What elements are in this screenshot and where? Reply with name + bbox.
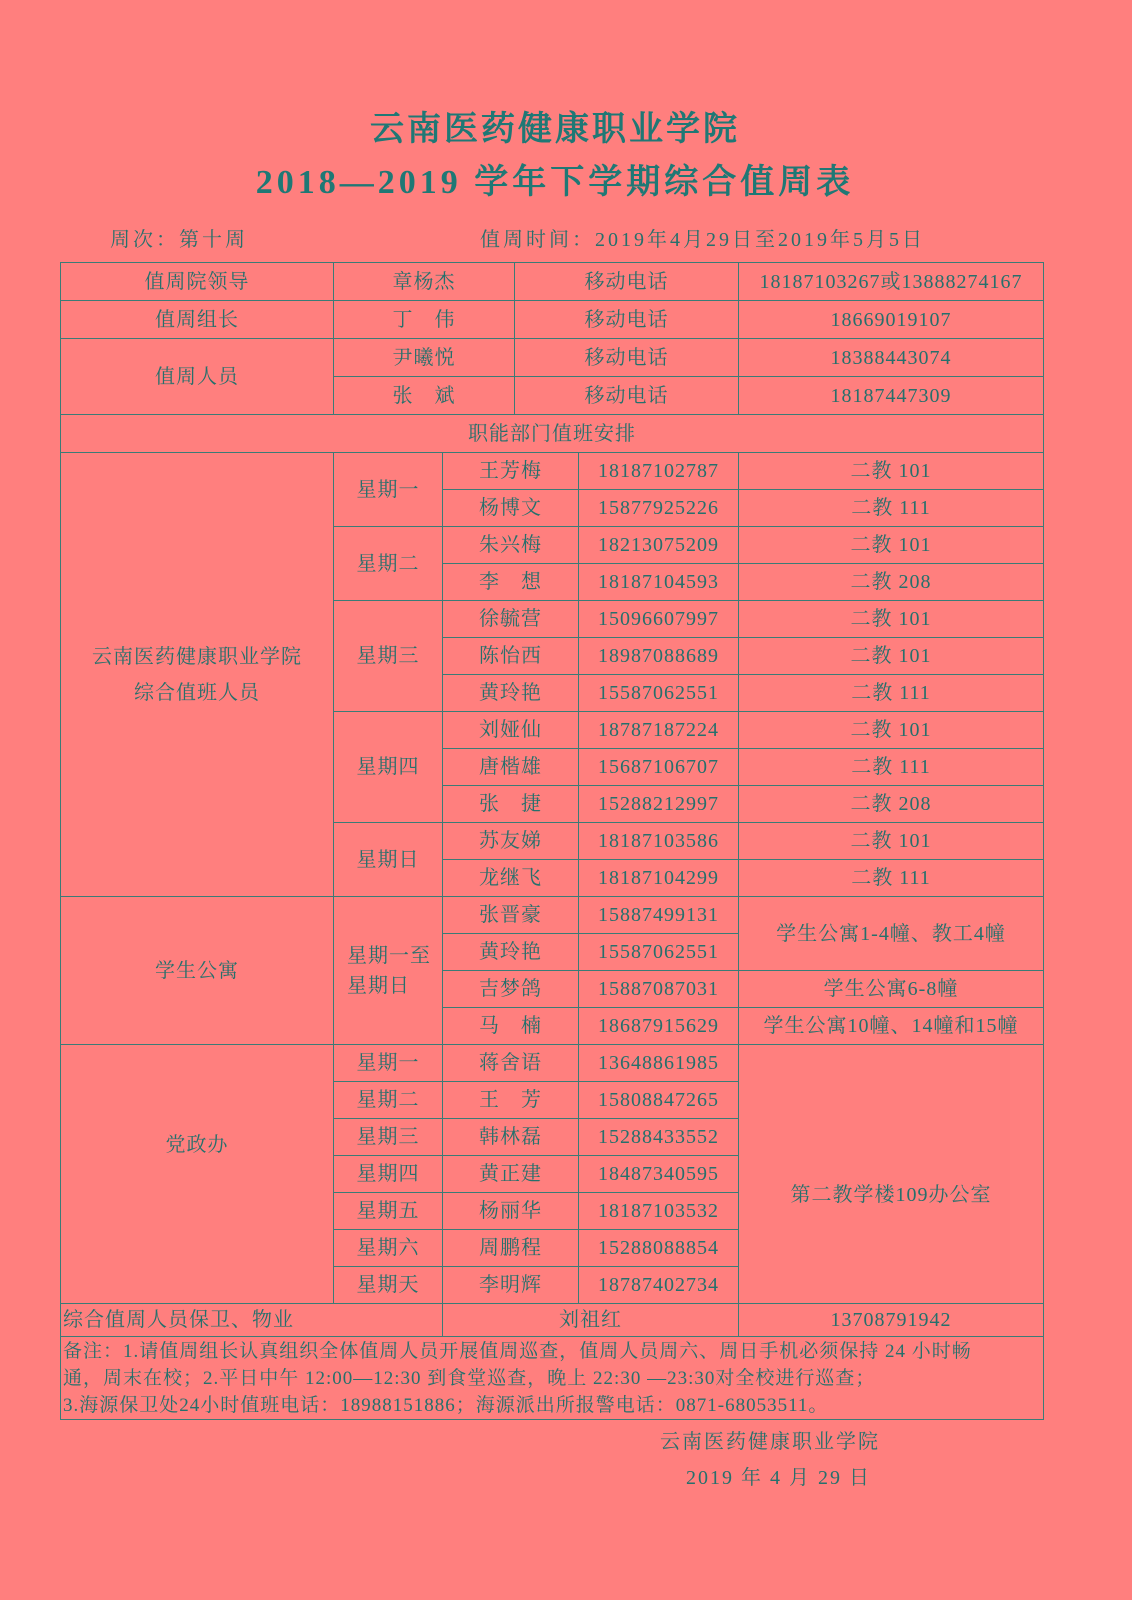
name-cell: 张 斌 [334, 377, 515, 415]
name-cell: 蒋舍语 [443, 1045, 579, 1082]
name-cell: 苏友娣 [443, 823, 579, 860]
role-cell: 值周组长 [61, 301, 334, 339]
name-cell: 杨丽华 [443, 1193, 579, 1230]
phone-cell: 18787402734 [579, 1267, 739, 1304]
phone-cell: 15288433552 [579, 1119, 739, 1156]
weekday-cell: 星期六 [334, 1230, 443, 1267]
name-cell: 唐楷雄 [443, 749, 579, 786]
phone-cell: 18187103586 [579, 823, 739, 860]
party-office-group-label: 党政办 [61, 1045, 334, 1304]
role-cell: 值周人员 [61, 339, 334, 415]
name-cell: 王芳梅 [443, 453, 579, 490]
name-cell: 王 芳 [443, 1082, 579, 1119]
phone-cell: 18187447309 [739, 377, 1044, 415]
phone-cell: 15877925226 [579, 490, 739, 527]
location-cell: 二教 111 [739, 860, 1044, 897]
phone-label-cell: 移动电话 [515, 263, 739, 301]
location-cell: 二教 208 [739, 786, 1044, 823]
phone-cell: 15288088854 [579, 1230, 739, 1267]
name-cell: 黄正建 [443, 1156, 579, 1193]
phone-cell: 15587062551 [579, 675, 739, 712]
footer-date: 2019 年 4 月 29 日 [686, 1467, 871, 1489]
name-cell: 张晋豪 [443, 897, 579, 934]
weekday-cell: 星期三 [334, 601, 443, 712]
phone-label-cell: 移动电话 [515, 301, 739, 339]
location-cell: 学生公寓1-4幢、教工4幢 [739, 897, 1044, 971]
phone-cell: 18187103267或13888274167 [739, 263, 1044, 301]
notes-line: 备注：1.请值周组长认真组织全体值周人员开展值周巡查，值周人员周六、周日手机必须保持 24 小时畅 [63, 1341, 972, 1362]
name-cell: 吉梦鸽 [443, 971, 579, 1008]
phone-cell: 15288212997 [579, 786, 739, 823]
table-row [61, 263, 1044, 301]
group-label-line: 云南医药健康职业学院 [92, 645, 302, 668]
location-cell: 二教 101 [739, 638, 1044, 675]
duty-period: 值周时间：2019年4月29日至2019年5月5日 [480, 229, 925, 251]
duty-roster-table [60, 262, 1044, 1420]
phone-cell: 15808847265 [579, 1082, 739, 1119]
phone-cell: 15887087031 [579, 971, 739, 1008]
weekday-cell: 星期四 [334, 712, 443, 823]
phone-cell: 13708791942 [739, 1304, 1044, 1337]
name-cell: 徐毓营 [443, 601, 579, 638]
college-duty-group-label [61, 453, 334, 897]
name-cell: 黄玲艳 [443, 934, 579, 971]
weekday-cell: 星期五 [334, 1193, 443, 1230]
notes-row [61, 1337, 1044, 1420]
weekday-cell [334, 897, 443, 1045]
phone-label-cell: 移动电话 [515, 339, 739, 377]
location-cell: 二教 101 [739, 823, 1044, 860]
phone-cell: 18187103532 [579, 1193, 739, 1230]
phone-cell: 15096607997 [579, 601, 739, 638]
phone-cell: 18187104299 [579, 860, 739, 897]
table-row [61, 897, 1044, 934]
name-cell: 刘祖红 [443, 1304, 739, 1337]
phone-cell: 18388443074 [739, 339, 1044, 377]
notes-line: 通，周末在校；2.平日中午 12:00—12:30 到食堂巡查，晚上 22:30 —23:30对全校进行巡查； [63, 1368, 876, 1389]
table-row [61, 339, 1044, 377]
weekday-cell: 星期三 [334, 1119, 443, 1156]
name-cell: 朱兴梅 [443, 527, 579, 564]
name-cell: 章杨杰 [334, 263, 515, 301]
weekday-cell: 星期天 [334, 1267, 443, 1304]
phone-cell: 18987088689 [579, 638, 739, 675]
phone-cell: 18213075209 [579, 527, 739, 564]
table-row [61, 301, 1044, 339]
phone-cell: 15687106707 [579, 749, 739, 786]
weekday-cell: 星期二 [334, 1082, 443, 1119]
phone-cell: 15587062551 [579, 934, 739, 971]
weekday-line: 星期一至 [347, 944, 431, 967]
location-cell: 第二教学楼109办公室 [739, 1045, 1044, 1304]
location-cell: 学生公寓10幢、14幢和15幢 [739, 1008, 1044, 1045]
name-cell: 尹曦悦 [334, 339, 515, 377]
weekday-cell: 星期一 [334, 1045, 443, 1082]
name-cell: 黄玲艳 [443, 675, 579, 712]
table-row [61, 1045, 1044, 1082]
name-cell: 李 想 [443, 564, 579, 601]
phone-cell: 18669019107 [739, 301, 1044, 339]
week-number: 周次：第十周 [110, 229, 248, 251]
name-cell: 龙继飞 [443, 860, 579, 897]
security-label-cell: 综合值周人员保卫、物业 [61, 1304, 443, 1337]
phone-label-cell: 移动电话 [515, 377, 739, 415]
location-cell: 二教 111 [739, 675, 1044, 712]
location-cell: 二教 101 [739, 601, 1044, 638]
role-cell: 值周院领导 [61, 263, 334, 301]
name-cell: 李明辉 [443, 1267, 579, 1304]
table-row [61, 415, 1044, 453]
group-label-line: 综合值班人员 [134, 681, 260, 704]
dormitory-group-label: 学生公寓 [61, 897, 334, 1045]
table-row [61, 453, 1044, 490]
phone-cell: 18487340595 [579, 1156, 739, 1193]
section-title: 职能部门值班安排 [61, 415, 1044, 453]
phone-cell: 18787187224 [579, 712, 739, 749]
name-cell: 杨博文 [443, 490, 579, 527]
phone-cell: 15887499131 [579, 897, 739, 934]
table-row [61, 1304, 1044, 1337]
weekday-line: 星期日 [347, 974, 410, 997]
location-cell: 二教 111 [739, 490, 1044, 527]
name-cell: 马 楠 [443, 1008, 579, 1045]
location-cell: 二教 208 [739, 564, 1044, 601]
notes-line: 3.海源保卫处24小时值班电话：18988151886；海源派出所报警电话：0871-68053511。 [63, 1395, 829, 1416]
phone-cell: 18187102787 [579, 453, 739, 490]
name-cell: 张 捷 [443, 786, 579, 823]
phone-cell: 18687915629 [579, 1008, 739, 1045]
phone-cell: 13648861985 [579, 1045, 739, 1082]
notes-cell [61, 1337, 1044, 1420]
location-cell: 学生公寓6-8幢 [739, 971, 1044, 1008]
location-cell: 二教 111 [739, 749, 1044, 786]
weekday-cell: 星期一 [334, 453, 443, 527]
name-cell: 周鹏程 [443, 1230, 579, 1267]
name-cell: 陈怡西 [443, 638, 579, 675]
weekday-cell: 星期二 [334, 527, 443, 601]
footer-organization: 云南医药健康职业学院 [660, 1431, 880, 1453]
weekday-cell: 星期四 [334, 1156, 443, 1193]
roster-title: 2018—2019 学年下学期综合值周表 [255, 164, 855, 201]
location-cell: 二教 101 [739, 527, 1044, 564]
location-cell: 二教 101 [739, 712, 1044, 749]
location-cell: 二教 101 [739, 453, 1044, 490]
college-title: 云南医药健康职业学院 [370, 111, 740, 148]
weekday-cell: 星期日 [334, 823, 443, 897]
phone-cell: 18187104593 [579, 564, 739, 601]
name-cell: 丁 伟 [334, 301, 515, 339]
name-cell: 刘娅仙 [443, 712, 579, 749]
name-cell: 韩林磊 [443, 1119, 579, 1156]
